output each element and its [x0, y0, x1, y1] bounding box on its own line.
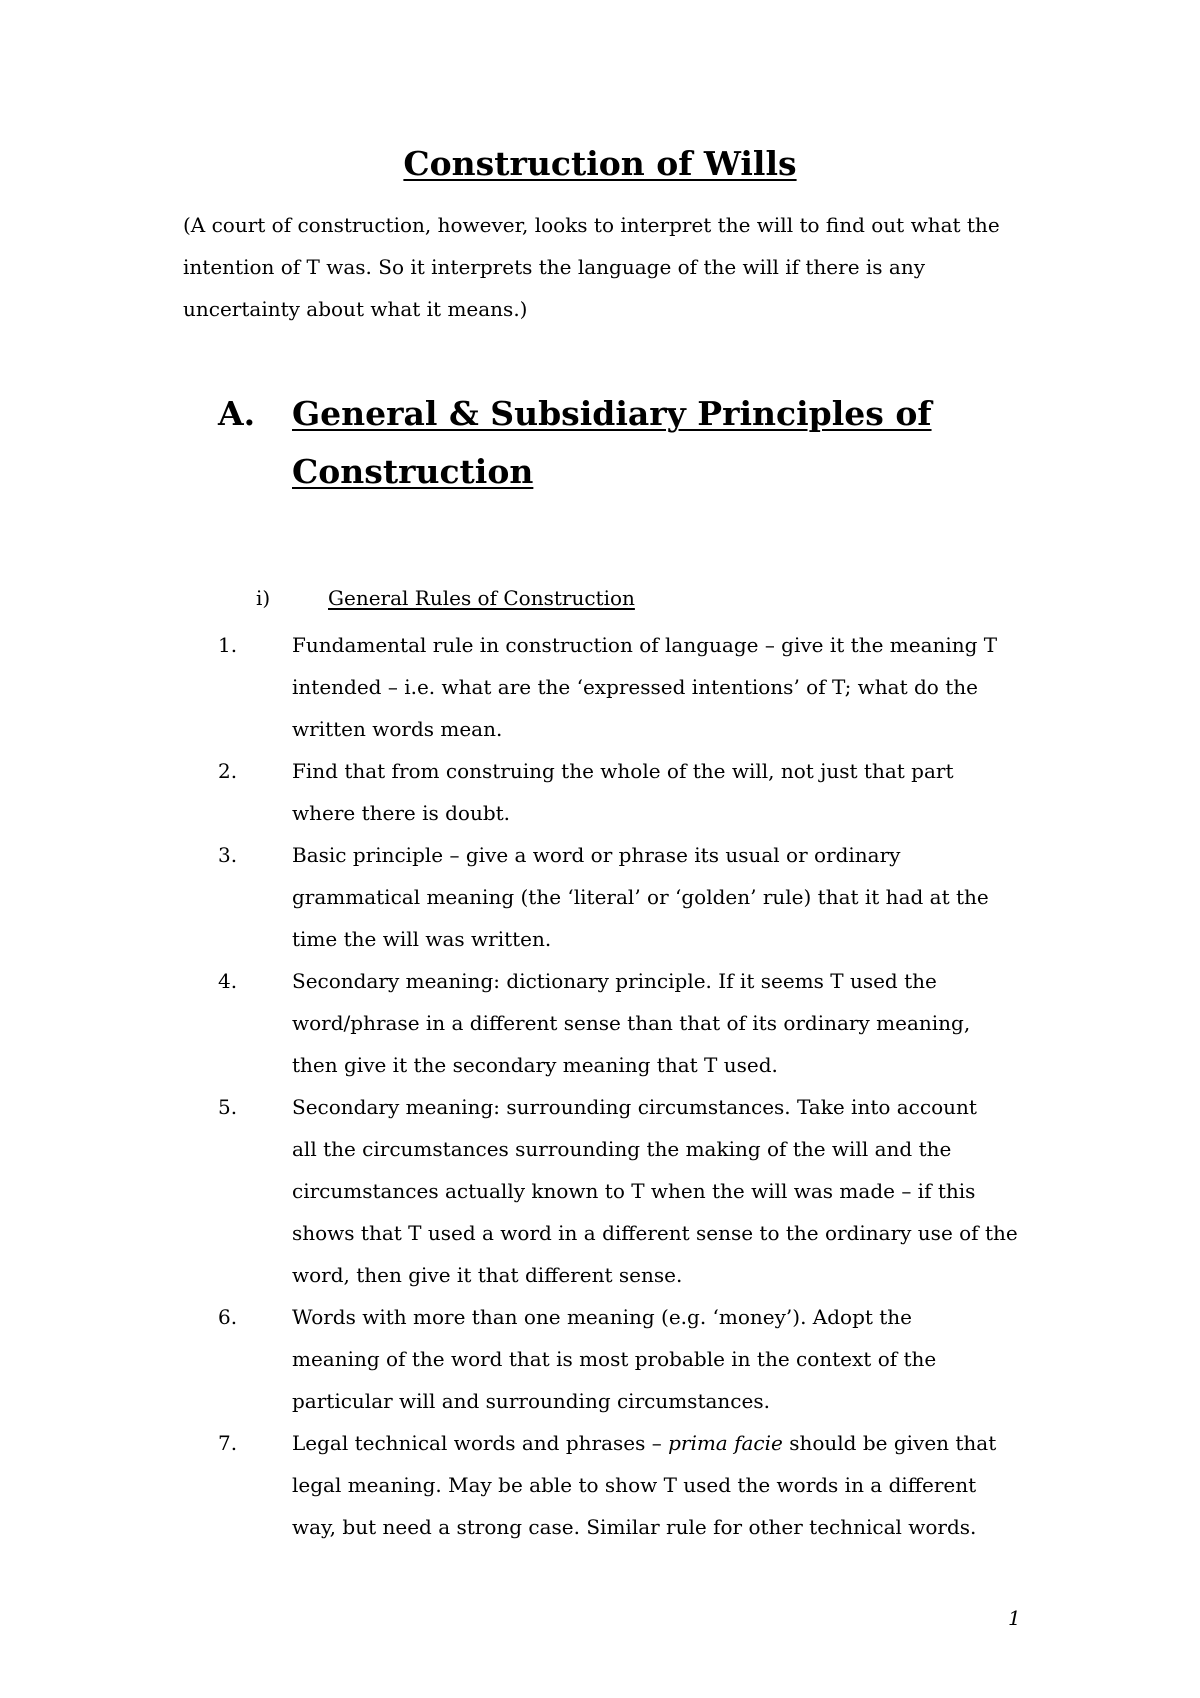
rule-line: legal meaning. May be able to show T used the words in a different	[292, 1473, 977, 1497]
intro-line: intention of T was. So it interprets the language of the will if there is any	[183, 255, 926, 279]
rule-item	[0, 624, 1200, 750]
rule-line: word, then give it that different sense.	[292, 1263, 683, 1287]
rule-line: shows that T used a word in a different sense to the ordinary use of the	[292, 1221, 1018, 1245]
rule-text	[292, 624, 1037, 750]
rule-text	[292, 960, 1037, 1086]
rule-number: 7.	[218, 1431, 238, 1455]
rule-line: written words mean.	[292, 717, 503, 741]
rule-text	[292, 1296, 1037, 1422]
rule-line: circumstances actually known to T when the will was made – if this	[292, 1179, 976, 1203]
page-number: 1	[1008, 1606, 1021, 1630]
rule-text-segment: should be given that	[782, 1431, 997, 1455]
rule-line: then give it the secondary meaning that T used.	[292, 1053, 778, 1077]
rule-line: all the circumstances surrounding the making of the will and the	[292, 1137, 952, 1161]
intro-line: (A court of construction, however, looks to interpret the will to find out what the	[183, 213, 1000, 237]
rule-line: particular will and surrounding circumstances.	[292, 1389, 770, 1413]
rule-number: 3.	[218, 843, 238, 867]
section-letter: A.	[218, 394, 256, 433]
rule-text-segment: Legal technical words and phrases –	[292, 1431, 669, 1455]
rule-line: Find that from construing the whole of the will, not just that part	[292, 759, 954, 783]
intro-line: uncertainty about what it means.)	[183, 297, 528, 321]
rule-number: 1.	[218, 633, 238, 657]
rule-line: Basic principle – give a word or phrase its usual or ordinary	[292, 843, 901, 867]
rule-line: grammatical meaning (the ‘literal’ or ‘golden’ rule) that it had at the	[292, 885, 989, 909]
rule-line: Fundamental rule in construction of language – give it the meaning T	[292, 633, 998, 657]
rule-number: 5.	[218, 1095, 238, 1119]
rule-number: 6.	[218, 1305, 238, 1329]
rule-number: 4.	[218, 969, 238, 993]
intro-paragraph	[183, 204, 1043, 330]
rule-text	[292, 834, 1037, 960]
rule-line	[292, 1422, 1037, 1464]
rule-item	[0, 960, 1200, 1086]
rule-item	[0, 1086, 1200, 1296]
subsection-number: i)	[256, 586, 271, 610]
rules-list	[0, 624, 1200, 1548]
rule-text	[292, 750, 1037, 834]
rule-item	[0, 1422, 1200, 1548]
rule-line: word/phrase in a different sense than that of its ordinary meaning,	[292, 1011, 971, 1035]
rule-text	[292, 1086, 1037, 1296]
section-heading-line: General & Subsidiary Principles of	[292, 394, 932, 433]
rule-text	[292, 1422, 1037, 1548]
rule-line: Secondary meaning: surrounding circumstances. Take into account	[292, 1095, 977, 1119]
rule-item	[0, 834, 1200, 960]
rule-line: time the will was written.	[292, 927, 552, 951]
latin-phrase: prima facie	[668, 1431, 783, 1455]
rule-line: Words with more than one meaning (e.g. ‘money’). Adopt the	[292, 1305, 913, 1329]
rule-item	[0, 750, 1200, 834]
rule-line: intended – i.e. what are the ‘expressed intentions’ of T; what do the	[292, 675, 978, 699]
rule-line: way, but need a strong case. Similar rule for other technical words.	[292, 1515, 977, 1539]
subsection-title: General Rules of Construction	[328, 586, 635, 610]
rule-line: Secondary meaning: dictionary principle. If it seems T used the	[292, 969, 937, 993]
section-heading-line: Construction	[292, 452, 534, 491]
rule-line: meaning of the word that is most probable in the context of the	[292, 1347, 937, 1371]
rule-item	[0, 1296, 1200, 1422]
document-title: Construction of Wills	[403, 144, 797, 183]
rule-line: where there is doubt.	[292, 801, 511, 825]
rule-number: 2.	[218, 759, 238, 783]
